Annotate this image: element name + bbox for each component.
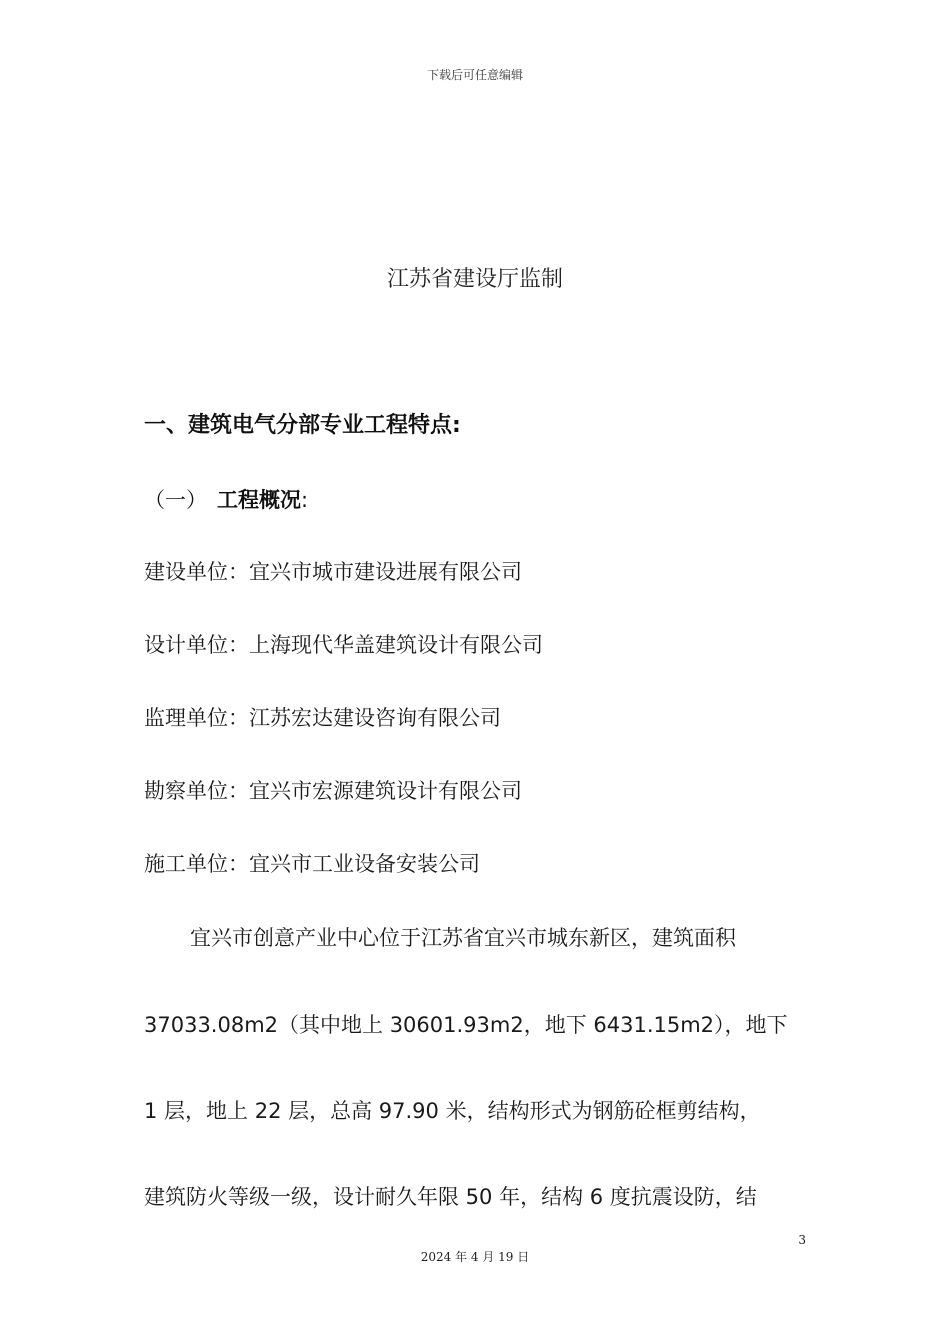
- info-line-surveyor: 勘察单位：宜兴市宏源建筑设计有限公司: [144, 779, 522, 803]
- paragraph-line: 1 层，地上 22 层，总高 97.90 米，结构形式为钢筋砼框剪结构，: [144, 1099, 761, 1123]
- sub-heading-label: 工程概况: [217, 488, 301, 512]
- page-number: 3: [798, 1233, 806, 1247]
- paragraph-line: 建筑防火等级一级，设计耐久年限 50 年，结构 6 度抗震设防，结: [144, 1185, 757, 1209]
- info-line-contractor: 施工单位：宜兴市工业设备安装公司: [144, 852, 480, 876]
- sub-heading: [144, 484, 308, 514]
- info-line-supervisor: 监理单位：江苏宏达建设咨询有限公司: [144, 706, 501, 730]
- footer-date: 2024 年 4 月 19 日: [420, 1250, 530, 1264]
- sub-heading-number: （一）: [144, 488, 207, 512]
- header-note: 下载后可任意编辑: [426, 68, 523, 82]
- paragraph-line: 宜兴市创意产业中心位于江苏省宜兴市城东新区，建筑面积: [190, 926, 736, 950]
- info-line-designer: 设计单位：上海现代华盖建筑设计有限公司: [144, 633, 543, 657]
- section-heading: 一、建筑电气分部专业工程特点:: [144, 413, 461, 438]
- info-line-builder: 建设单位：宜兴市城市建设进展有限公司: [144, 560, 522, 584]
- sub-heading-colon: :: [301, 488, 309, 512]
- paragraph-line: 37033.08m2（其中地上 30601.93m2，地下 6431.15m2），地下: [144, 1013, 788, 1037]
- document-title: 江苏省建设厅监制: [386, 267, 563, 292]
